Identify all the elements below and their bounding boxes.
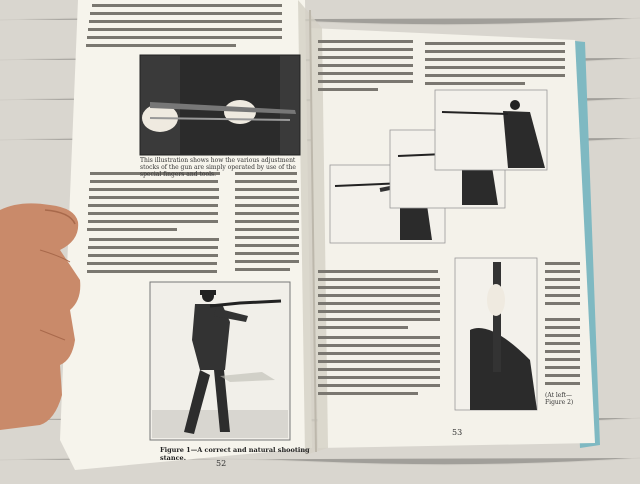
right-page-number: 53 xyxy=(452,428,463,437)
figure-2-caption: (At left— Figure 2) xyxy=(545,392,574,406)
left-figure-photo xyxy=(150,282,290,440)
shooter-photo-3 xyxy=(435,90,547,170)
top-photo-caption: This illustration shows how the various adjustment stocks of the gun are simply operated by use of the special fingers and tools. xyxy=(140,157,296,178)
left-page-number: 52 xyxy=(216,459,227,468)
figure-1-caption: Figure 1—A correct and natural shooting stance. xyxy=(160,446,310,462)
top-left-photo xyxy=(140,55,300,155)
figure-2-photo xyxy=(455,258,537,410)
